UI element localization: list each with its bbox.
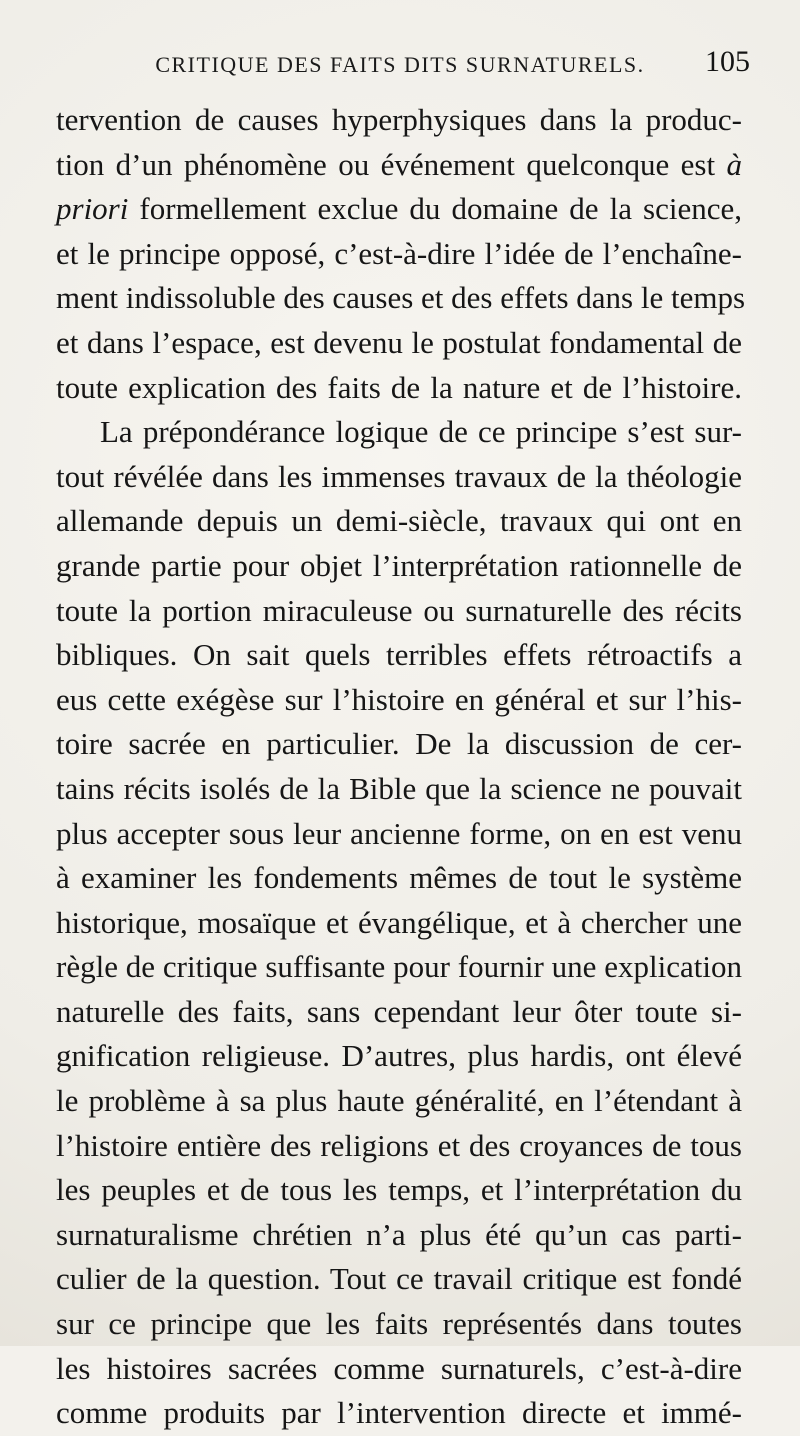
text-line-27: culier de la question. Tout ce travail critique est fondé [56,1261,742,1297]
running-head: CRITIQUE DES FAITS DITS SURNATURELS. [155,52,645,77]
text-line-16: tains récits isolés de la Bible que la science ne pouvait [56,770,742,806]
text-line-22: gnification religieuse. D’autres, plus hardis, ont élevé [56,1038,742,1074]
text-line-15: toire sacrée en particulier. De la discussion de cer- [56,726,742,762]
text-line-2-main: tion d’un phénomène ou événement quelconque est [56,146,716,182]
text-line-3-italic: priori [56,191,129,227]
text-line-9: tout révélée dans les immenses travaux de la théologie [56,458,742,494]
text-line-1: tervention de causes hyperphysiques dans la produc- [56,102,742,137]
text-line-26: surnaturalisme chrétien n’a plus été qu’un cas parti- [56,1216,742,1252]
text-line-3 [56,187,742,232]
text-line-2-italic: à [726,146,743,182]
text-line-6: et dans l’espace, est devenu le postulat fondamental de [56,324,742,360]
text-line-29: les histoires sacrées comme surnaturels, c’est-à-dire [56,1350,742,1386]
text-line-3-main: formellement exclue du domaine de la science, [139,191,743,227]
text-line-28: sur ce principe que les faits représentés dans toutes [56,1306,742,1342]
text-line-25: les peuples et de tous les temps, et l’interprétation du [56,1172,742,1208]
text-line-17: plus accepter sous leur ancienne forme, on en est venu [56,815,742,851]
text-line-23: le problème à sa plus haute généralité, en l’étendant à [56,1083,742,1119]
text-line-24: l’histoire entière des religions et des croyances de tous [56,1127,742,1163]
body-text [56,98,746,1431]
text-line-10: allemande depuis un demi-siècle, travaux qui ont en [56,503,742,539]
text-line-14: eus cette exégèse sur l’histoire en général et sur l’his- [56,681,742,717]
text-line-30: comme produits par l’intervention directe et immé- [56,1395,742,1431]
text-line-12: toute la portion miraculeuse ou surnaturelle des récits [56,592,742,628]
text-line-18: à examiner les fondements mêmes de tout le système [56,860,742,896]
text-line-21: naturelle des faits, sans cependant leur ôter toute si- [56,993,742,1029]
text-line-20: règle de critique suffisante pour fournir une explication [56,949,742,985]
text-line-7: toute explication des faits de la nature et de l’histoire. [56,369,742,405]
text-line-5: ment indissoluble des causes et des effets dans le temps [56,280,746,316]
text-line-8: La prépondérance logique de ce principe s’est sur- [100,414,742,450]
text-line-13: bibliques. On sait quels terribles effets rétroactifs a [56,637,742,673]
text-line-4: et le principe opposé, c’est-à-dire l’idée de l’enchaîne- [56,235,742,271]
text-line-19: historique, mosaïque et évangélique, et à chercher une [56,904,742,940]
text-line-11: grande partie pour objet l’interprétation rationnelle de [56,547,742,583]
page-number: 105 [705,45,750,78]
text-line-2 [56,143,742,188]
page-header [0,40,800,90]
